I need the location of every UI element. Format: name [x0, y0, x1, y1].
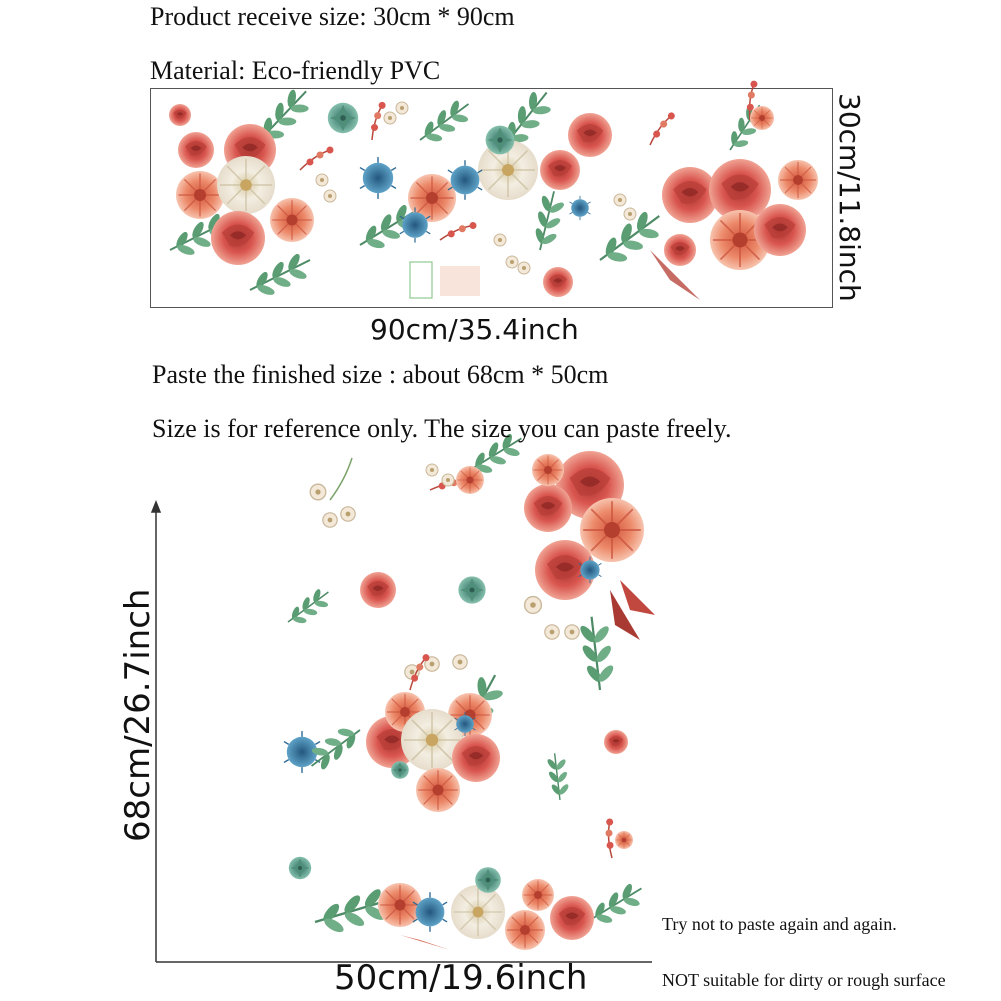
- layout-bottom-garland: [314, 867, 645, 950]
- reference-note-text: Size is for reference only. The size you can paste freely.: [152, 414, 732, 443]
- material-text: Material: Eco-friendly PVC: [150, 56, 441, 85]
- product-size-text: Product receive size: 30cm * 90cm: [150, 2, 515, 31]
- sheet-height-label: 30cm/11.8inch: [833, 93, 866, 302]
- layout-width-label: 50cm/19.6inch: [334, 958, 588, 998]
- surface-warning-text: NOT suitable for dirty or rough surface: [662, 970, 946, 990]
- sheet-right-bouquet: [568, 79, 818, 300]
- layout-top-right-cluster: [426, 431, 655, 692]
- layout-height-label: 68cm/26.7inch: [118, 588, 158, 842]
- finished-size-text: Paste the finished size : about 68cm * 50cm: [152, 360, 609, 389]
- paste-warning-text: Try not to paste again and again.: [662, 914, 897, 934]
- layout-center-bouquet: [306, 653, 519, 812]
- sheet-left-bouquet: [169, 84, 336, 297]
- sheet-width-label: 90cm/35.4inch: [370, 313, 579, 346]
